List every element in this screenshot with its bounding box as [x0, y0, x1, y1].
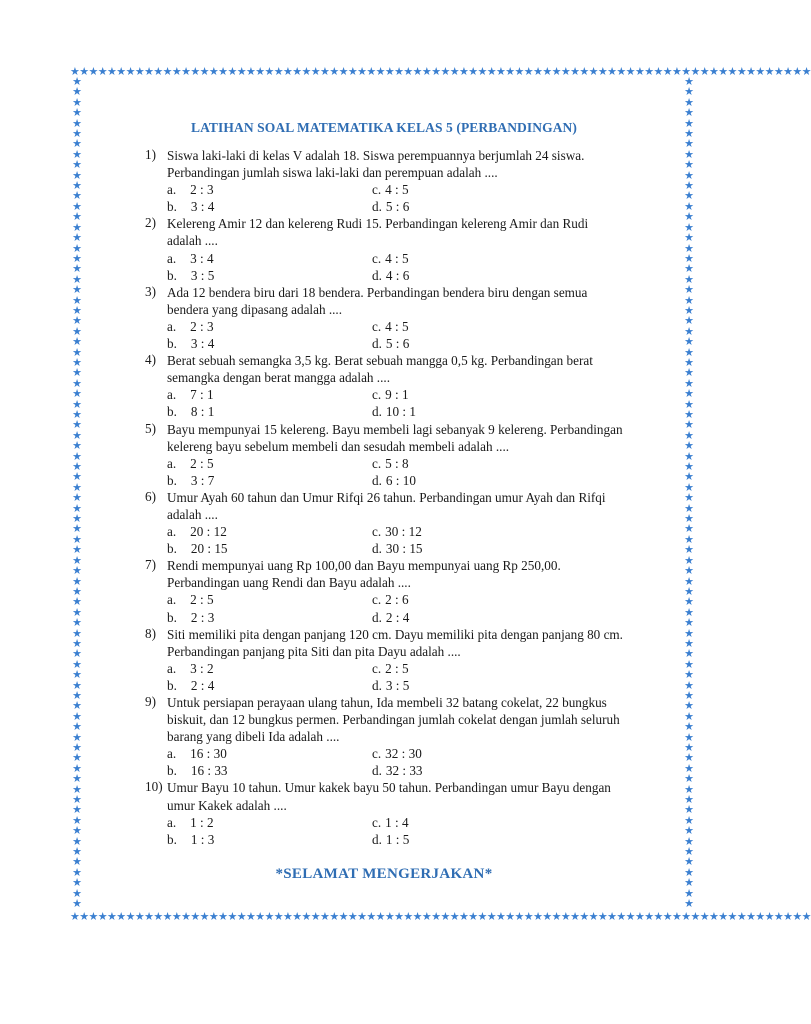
- answer-option: [372, 267, 409, 284]
- option-value: 4 : 5: [385, 182, 409, 198]
- question-text: [145, 284, 665, 318]
- option-letter: b.: [167, 199, 177, 215]
- answer-option: [167, 181, 214, 198]
- answer-options: [145, 660, 665, 694]
- option-letter: b.: [167, 472, 177, 488]
- option-value: 3 : 4: [190, 250, 214, 266]
- answer-option: [167, 335, 214, 352]
- option-value: 2 : 5: [190, 592, 214, 608]
- question-text: [145, 215, 665, 249]
- question-line: bendera yang dipasang adalah ....: [167, 301, 343, 317]
- option-value: 20 : 15: [190, 541, 228, 557]
- page-title: LATIHAN SOAL MATEMATIKA KELAS 5 (PERBANDINGAN): [190, 120, 577, 135]
- option-letter: c.: [372, 455, 382, 471]
- option-letter: c.: [372, 814, 382, 830]
- star-border-top: ★★★★★★★★★★★★★★★★★★★★★★★★★★★★★★★★★★★★★★★★★★★★★★★★★★★★★★★★★★★★★★★★★★★★★★★★★★★★★★★★: [70, 65, 811, 78]
- answer-option: [372, 250, 409, 267]
- answer-option: [167, 318, 214, 335]
- option-letter: d.: [372, 609, 382, 625]
- option-letter: c.: [372, 182, 382, 198]
- question-item: [145, 489, 665, 557]
- option-letter: b.: [167, 677, 177, 693]
- option-letter: c.: [372, 250, 382, 266]
- answer-options: [145, 814, 665, 848]
- question-item: [145, 215, 665, 283]
- question-number: 8): [145, 625, 156, 641]
- option-value: 2 : 4: [190, 677, 215, 693]
- answer-option: [372, 472, 416, 489]
- option-letter: c.: [372, 660, 382, 676]
- option-value: 4 : 5: [385, 318, 409, 334]
- option-letter: b.: [167, 541, 177, 557]
- question-line: Untuk persiapan perayaan ulang tahun, Ida membeli 32 batang cokelat, 22 bungkus: [167, 695, 607, 710]
- question-line: Perbandingan panjang pita Siti dan pita Dayu adalah ....: [167, 643, 461, 659]
- option-value: 6 : 10: [385, 472, 416, 488]
- answer-option: [372, 814, 409, 831]
- question-line: Siswa laki-laki di kelas V adalah 18. Siswa perempuannya berjumlah 24 siswa.: [167, 148, 585, 163]
- answer-option: [167, 267, 214, 284]
- answer-option: [372, 540, 423, 557]
- option-letter: c.: [372, 524, 382, 540]
- answer-options: [145, 523, 665, 557]
- answer-option: [167, 540, 228, 557]
- question-line: Bayu mempunyai 15 kelereng. Bayu membeli lagi sebanyak 9 kelereng. Perbandingan: [167, 421, 623, 437]
- option-letter: c.: [372, 746, 382, 762]
- answer-option: [167, 523, 227, 540]
- question-item: [145, 557, 665, 625]
- answer-option: [372, 591, 409, 608]
- answer-options: [145, 591, 665, 625]
- question-line: Umur Bayu 10 tahun. Umur kakek bayu 50 tahun. Perbandingan umur Bayu dengan: [167, 780, 611, 796]
- answer-option: [167, 660, 214, 677]
- option-letter: a.: [167, 182, 177, 198]
- answer-option: [167, 250, 214, 267]
- option-letter: a.: [167, 318, 177, 334]
- question-text: [145, 147, 665, 181]
- option-letter: b.: [167, 336, 177, 352]
- answer-options: [145, 455, 665, 489]
- option-letter: c.: [372, 387, 382, 403]
- question-item: [145, 626, 665, 694]
- option-value: 5 : 6: [385, 336, 410, 352]
- question-number: 4): [145, 352, 156, 368]
- option-value: 3 : 5: [190, 267, 215, 283]
- question-line: barang yang dibeli Ida adalah ....: [167, 729, 340, 745]
- question-text: [145, 352, 665, 386]
- answer-option: [167, 198, 214, 215]
- option-value: 2 : 6: [385, 592, 409, 608]
- answer-option: [167, 814, 214, 831]
- question-text: [145, 779, 665, 813]
- option-letter: d.: [372, 763, 382, 779]
- question-line: Umur Ayah 60 tahun dan Umur Rifqi 26 tahun. Perbandingan umur Ayah dan Rifqi: [167, 489, 606, 505]
- answer-option: [167, 386, 214, 403]
- answer-option: [372, 745, 422, 762]
- question-text: [145, 421, 665, 455]
- answer-options: [145, 250, 665, 284]
- answer-option: [372, 335, 409, 352]
- option-letter: a.: [167, 387, 177, 403]
- option-value: 1 : 3: [190, 831, 215, 847]
- option-value: 10 : 1: [385, 404, 416, 420]
- star-border-right: ★★★★★★★★★★★★★★★★★★★★★★★★★★★★★★★★★★★★★★★★★★★★★★★★★★★★★★★★★★★★★★★★★★★★★★★★★★★★★★★★: [684, 75, 694, 911]
- option-value: 30 : 15: [385, 541, 423, 557]
- question-line: Kelereng Amir 12 dan kelereng Rudi 15. Perbandingan kelereng Amir dan Rudi: [167, 216, 589, 232]
- question-line: Berat sebuah semangka 3,5 kg. Berat sebuah mangga 0,5 kg. Perbandingan berat: [167, 353, 593, 369]
- answer-option: [372, 523, 422, 540]
- answer-option: [167, 831, 214, 848]
- question-number: 9): [145, 694, 156, 709]
- star-border-bottom: ★★★★★★★★★★★★★★★★★★★★★★★★★★★★★★★★★★★★★★★★★★★★★★★★★★★★★★★★★★★★★★★★★★★★★★★★★★★★★★★★: [70, 910, 811, 923]
- answer-option: [167, 677, 214, 694]
- answer-options: [145, 745, 665, 779]
- question-number: 6): [145, 488, 156, 504]
- option-value: 2 : 3: [190, 318, 214, 334]
- option-letter: d.: [372, 831, 382, 847]
- answer-option: [372, 660, 409, 677]
- option-value: 30 : 12: [385, 524, 422, 540]
- option-value: 16 : 30: [190, 746, 227, 762]
- question-number: 5): [145, 420, 156, 436]
- option-letter: d.: [372, 267, 382, 283]
- option-value: 2 : 4: [385, 609, 410, 625]
- option-letter: a.: [167, 592, 177, 608]
- question-text: [145, 626, 665, 660]
- question-item: [145, 147, 665, 215]
- question-item: [145, 694, 665, 779]
- answer-options: [145, 386, 665, 420]
- answer-option: [167, 455, 214, 472]
- answer-option: [167, 472, 214, 489]
- option-value: 4 : 5: [385, 250, 409, 266]
- answer-option: [372, 455, 409, 472]
- answer-option: [372, 831, 409, 848]
- option-value: 2 : 3: [190, 182, 214, 198]
- option-letter: b.: [167, 267, 177, 283]
- answer-option: [372, 181, 409, 198]
- option-letter: b.: [167, 763, 177, 779]
- question-line: Ada 12 bendera biru dari 18 bendera. Perbandingan bendera biru dengan semua: [167, 284, 588, 300]
- question-text: [145, 694, 665, 745]
- answer-options: [145, 318, 665, 352]
- question-line: biskuit, dan 12 bungkus permen. Perbandingan jumlah cokelat dengan jumlah seluruh: [167, 712, 620, 728]
- question-line: kelereng bayu sebelum membeli dan sesudah membeli adalah ....: [167, 438, 510, 454]
- answer-option: [167, 762, 228, 779]
- option-value: 2 : 5: [385, 660, 409, 676]
- option-value: 16 : 33: [190, 763, 228, 779]
- question-item: [145, 352, 665, 420]
- star-border-left: ★★★★★★★★★★★★★★★★★★★★★★★★★★★★★★★★★★★★★★★★★★★★★★★★★★★★★★★★★★★★★★★★★★★★★★★★★★★★★★★★: [72, 75, 82, 911]
- option-letter: a.: [167, 250, 177, 266]
- question-number: 2): [145, 215, 156, 231]
- option-letter: a.: [167, 455, 177, 471]
- question-line: adalah ....: [167, 506, 218, 522]
- option-value: 3 : 4: [190, 336, 215, 352]
- answer-option: [372, 403, 416, 420]
- answer-option: [167, 609, 214, 626]
- option-value: 3 : 4: [190, 199, 215, 215]
- option-value: 2 : 5: [190, 455, 214, 471]
- option-value: 1 : 2: [190, 814, 214, 830]
- answer-option: [167, 591, 214, 608]
- question-number: 7): [145, 557, 156, 573]
- option-letter: d.: [372, 336, 382, 352]
- question-line: adalah ....: [167, 233, 218, 249]
- option-letter: c.: [372, 318, 382, 334]
- option-letter: d.: [372, 404, 382, 420]
- question-line: Rendi mempunyai uang Rp 100,00 dan Bayu mempunyai uang Rp 250,00.: [167, 558, 561, 574]
- answer-option: [372, 609, 409, 626]
- option-value: 32 : 30: [385, 746, 422, 762]
- question-text: [145, 557, 665, 591]
- option-value: 1 : 4: [385, 814, 409, 830]
- option-value: 3 : 7: [190, 472, 215, 488]
- option-value: 1 : 5: [385, 831, 410, 847]
- question-line: Perbandingan jumlah siswa laki-laki dan perempuan adalah ....: [167, 165, 498, 181]
- option-value: 2 : 3: [190, 609, 215, 625]
- answer-option: [167, 403, 214, 420]
- question-number: 3): [145, 283, 156, 299]
- question-list: [145, 147, 665, 848]
- question-item: [145, 421, 665, 489]
- answer-option: [372, 198, 409, 215]
- option-letter: b.: [167, 404, 177, 420]
- option-value: 9 : 1: [385, 387, 409, 403]
- option-value: 8 : 1: [190, 404, 215, 420]
- option-letter: c.: [372, 592, 382, 608]
- question-number: 10): [145, 779, 163, 795]
- option-value: 3 : 2: [190, 660, 214, 676]
- closing-text: *SELAMAT MENGERJAKAN*: [275, 866, 493, 882]
- question-number: 1): [145, 147, 156, 162]
- option-letter: d.: [372, 541, 382, 557]
- option-letter: a.: [167, 660, 177, 676]
- option-letter: b.: [167, 609, 177, 625]
- answer-option: [372, 318, 409, 335]
- option-letter: d.: [372, 472, 382, 488]
- option-value: 4 : 6: [385, 267, 410, 283]
- option-value: 7 : 1: [190, 387, 214, 403]
- question-line: umur Kakek adalah ....: [167, 797, 287, 813]
- answer-option: [372, 762, 423, 779]
- answer-option: [167, 745, 227, 762]
- option-letter: d.: [372, 677, 382, 693]
- answer-option: [372, 386, 409, 403]
- option-letter: a.: [167, 814, 177, 830]
- option-value: 20 : 12: [190, 524, 227, 540]
- option-letter: a.: [167, 746, 177, 762]
- question-line: semangka dengan berat mangga adalah ....: [167, 370, 390, 386]
- question-item: [145, 284, 665, 352]
- question-text: [145, 489, 665, 523]
- option-value: 5 : 6: [385, 199, 410, 215]
- option-value: 5 : 8: [385, 455, 409, 471]
- question-line: Siti memiliki pita dengan panjang 120 cm. Dayu memiliki pita dengan panjang 80 cm.: [167, 626, 623, 642]
- question-line: Perbandingan uang Rendi dan Bayu adalah ....: [167, 575, 411, 591]
- option-value: 3 : 5: [385, 677, 410, 693]
- option-letter: d.: [372, 199, 382, 215]
- answer-options: [145, 181, 665, 215]
- option-letter: a.: [167, 524, 177, 540]
- answer-option: [372, 677, 409, 694]
- question-item: [145, 779, 665, 847]
- option-letter: b.: [167, 831, 177, 847]
- option-value: 32 : 33: [385, 763, 423, 779]
